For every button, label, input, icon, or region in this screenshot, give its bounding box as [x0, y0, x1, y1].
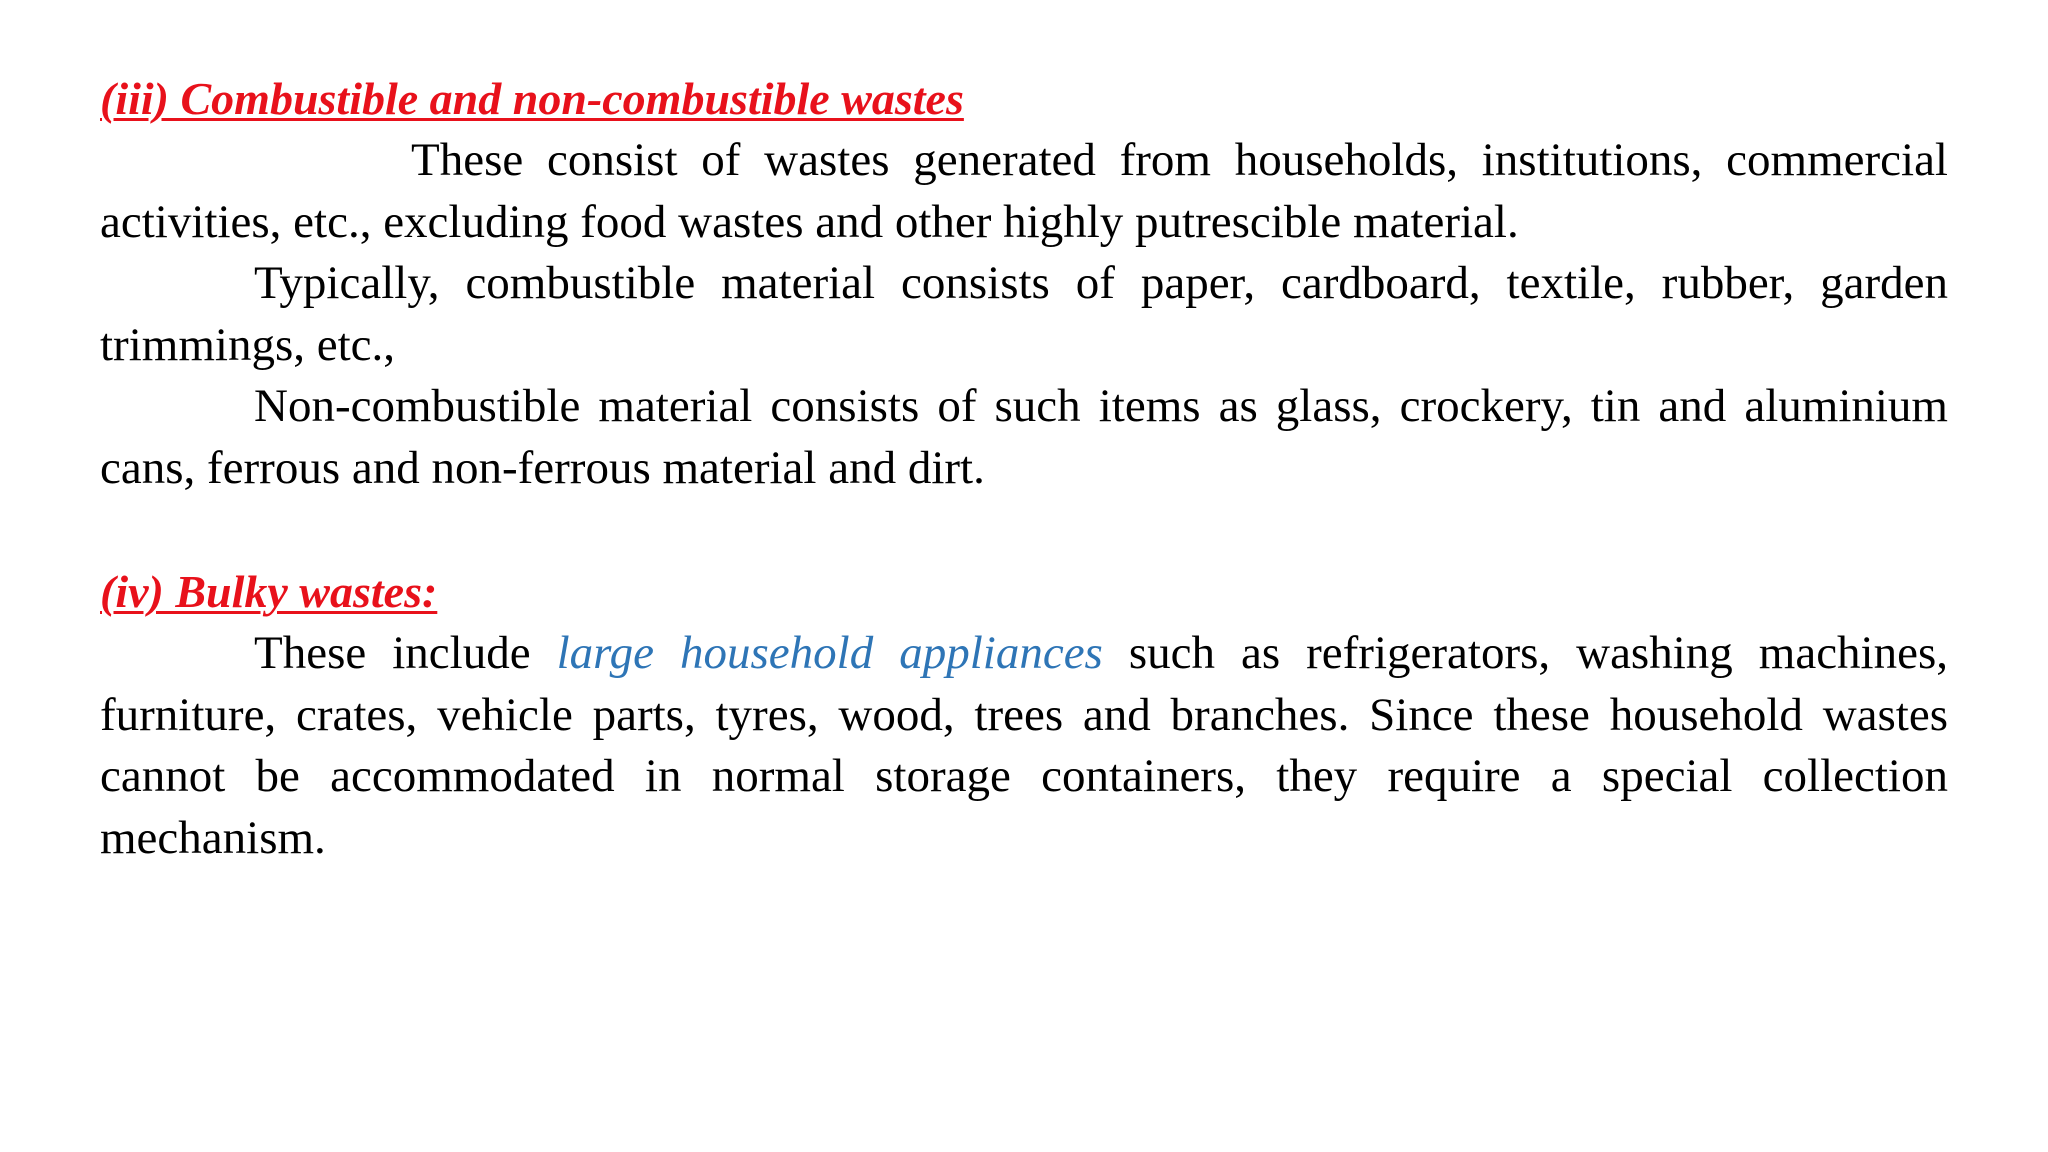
- section-iii-paragraph-2: Typically, combustible material consists of paper, cardboard, textile, rubber, garden trimmings, etc.,: [100, 257, 1948, 371]
- section-iv-prefix: These include: [254, 627, 531, 679]
- section-iii-paragraph-3: Non-combustible material consists of such items as glass, crockery, tin and aluminium cans, ferrous and non-ferrous material and dirt.: [100, 380, 1948, 494]
- section-iii-heading: (iii) Combustible and non-combustible wastes: [100, 73, 964, 124]
- section-iv-paragraph: [100, 623, 1948, 869]
- section-iv-suffix: such as refrigerators, washing machines, furniture, crates, vehicle parts, tyres, wood, trees and branches. Since these household wastes cannot be accommodated in normal storage containers, they require a special collection mechanism.: [100, 627, 1949, 864]
- section-iv-highlight: large household appliances: [556, 627, 1103, 679]
- section-iv-heading: (iv) Bulky wastes:: [100, 566, 438, 617]
- slide-content: [100, 68, 1948, 869]
- section-spacer: [100, 499, 1948, 561]
- section-iii-paragraph-1: These consist of wastes generated from households, institutions, commercial activities, etc., excluding food wastes and other highly putrescible material.: [100, 134, 1948, 248]
